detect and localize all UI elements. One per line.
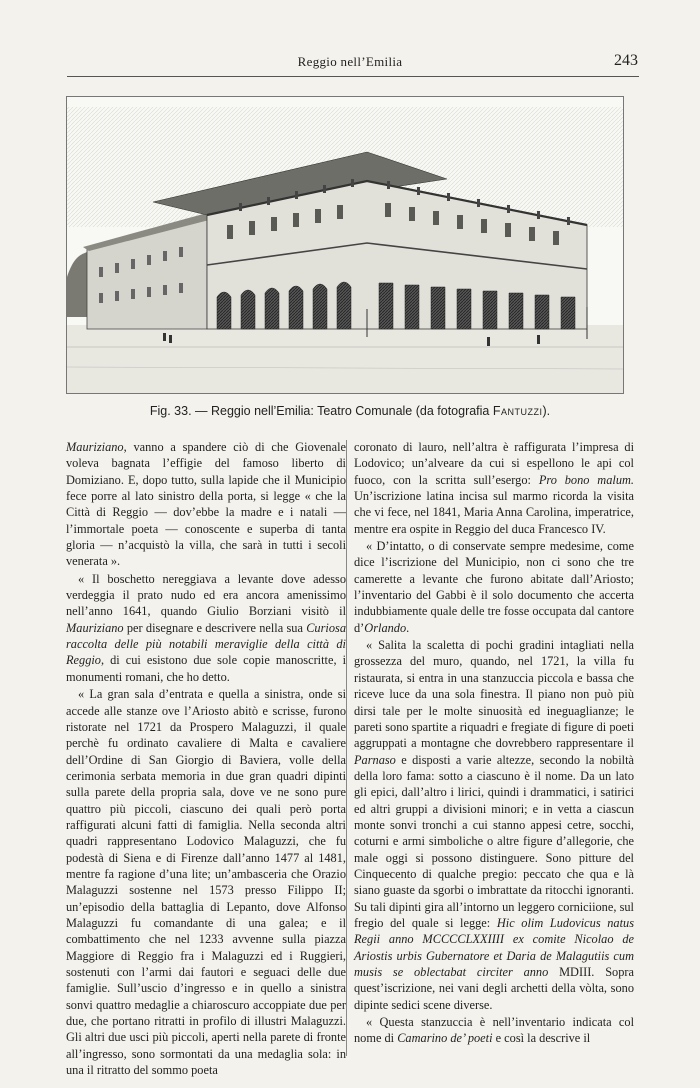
figure-caption [0, 404, 700, 418]
paragraph-text: coronato di lauro, nell’altra è raffigurata l’impresa di Lodovico; un’alveare da cui si espellono le api col fuoco, con la scritta sull’esergo: [354, 440, 634, 487]
caption-text: Fig. 33. — Reggio nell’Emilia: Teatro Comunale (da fotografia [149, 404, 493, 418]
paragraph-text: « D’intatto, o di conservate sempre medesime, come dice l’iscrizione del Municipio, non ci sono che tre camerette a levante che furono abitate dall’Ariosto; l’inventario del Gabbi è il solo documento che accerta indubbiamente quale delle tre fosse occupata dal cantore d’ [354, 539, 634, 635]
paragraph-text: , di cui esistono due sole copie manoscritte, i monumenti romani, che ho detto. [66, 653, 346, 684]
caption-tail: ). [542, 404, 551, 418]
text-column-left [66, 439, 346, 1078]
figure-illustration [66, 96, 624, 394]
running-header-title: Reggio nell’Emilia [297, 54, 403, 69]
header-rule [67, 76, 639, 77]
paragraph-text: « Il boschetto nereggiava a levante dove adesso verdeggia il prato nudo ed era ancora amenissimo nell’anno 1641, quando Giulio Borziani visitò il [66, 571, 346, 619]
paragraph-text: « Salita la scaletta di pochi gradini intagliati nella grossezza del muro, quando, nel 1721, la villa fu ristaurata, si entra in una stanzuccia piccola e bassa che riceve luce da una sola finestra. Il piano non può più dirsi tale per le molte sinuosità ed ineguaglianze; le pareti sono spartite a riquadri e fregiate di figure di poeti aggruppati a montagne che dovrebbero rappresentare il [354, 638, 634, 751]
italic-title: Curiosa raccolta delle più notabili meraviglie della città di Reggio [66, 620, 346, 668]
text-column-right [354, 439, 634, 1047]
paragraph-text: per disegnare e descrivere nella sua [123, 620, 307, 635]
paragraph-text: e così la descrive il [492, 1031, 591, 1046]
italic-motto: Pro bono malum. [538, 472, 634, 487]
paragraph [354, 439, 634, 537]
paragraph-text: « Questa stanzuccia è nell’inventario indicata col nome di [354, 1015, 634, 1046]
column-divider [346, 440, 347, 1056]
paragraph [66, 571, 346, 685]
italic-term: Camarino de’ poeti [397, 1031, 493, 1046]
paragraph-text: MDIII. Sopra quest’iscrizione, nei vani degli archetti della vòlta, sono dipinte sedici scene diverse. [354, 965, 634, 1012]
caption-credit: Fantuzzi [492, 404, 543, 418]
italic-term: Mauriziano [66, 440, 124, 454]
paragraph-text: . [406, 620, 410, 635]
paragraph [354, 538, 634, 636]
italic-term: Mauriziano [66, 620, 124, 635]
paragraph-text: e disposti a varie altezze, secondo la nobiltà della loro fama: sotto a ciascuno è il nome. Da un lato gli epici, dall’altro i lirici, quindi i drammatici, i satirici ed altri gruppi a divisioni minori; e in vetta a ciascun monte sonvi tronchi a cui stanno appesi cetre, socchi, coturni e armi simboliche o altre figure d’allegorie, che male oggi si possono distinguere. Sono pitture del Cinquecento di qualche pregio: peccato che qua e là siano guaste da sgorbi o imbrattate da ritocchi ignoranti. Su tali dipinti gira all’intorno un leggero corniciione, sul fregio del quale si legge: [354, 752, 634, 930]
paragraph: « La gran sala d’entrata e quella a sinistra, onde si accede alle stanze ove l’Ariosto abitò e scrisse, furono ristorate nel 1721 da Prospero Malaguzzi, il quale perchè fu ordinato cavaliere di Malta e cavaliere dell’Ordine di San Giorgio di Baviera, volle della cerimonia serbata memoria in due gran quadri dipinti sulla parete della propria sala, dove ve ne sono pure quattro più piccoli, ciascuno dei quali però porta raffigurati alcuni fatti di famiglia. Nella seconda altri quadri rappresentano Lodovico Malaguzzi, che fu podestà di Siena e di Firenze dall’anno 1477 al 1481, mentre fa ragione d’una lite; un’ambasceria che Orazio Malaguzzi sostenne nel 1573 presso Filippo II; un’episodio della battaglia di Lepanto, dove Alfonso Malaguzzi fu comandante di una galea; e il combattimento che nel 1233 avvenne sulla piazza Maggiore di Reggio fra i Malaguzzi ed i Ruggieri, sostenuti con l’armi dai fautori e seguaci delle due famiglie. Sull’uscio d’ingresso e in quello a sinistra sonvi quattro medaglie a chiaroscuro accoppiate due per due, che portano ritratti in profilo di illustri Malaguzzi. Gli altri due usci più piccoli, aperti nella parete di fronte all’ingresso, sono sormontati da una medaglia sola: in una il ritratto del sommo poeta [66, 687, 346, 1078]
italic-inscription: Hic olim Ludovicus natus Regii anno MCCCCLXXIIII ex comite Nicolao de Ariostis urbis Gubernatore et Daria de Malagutiis cum musis se oblectabat circiter anno [354, 915, 634, 979]
paragraph-text: , vanno a spandere ciò di che Giovenale voleva bagnata l’effigie del famoso liberto di Domiziano. E, dopo tutto, sulla lapide che il Municipio fece porre al lato sinistro della porta, si legge « che la Città di Reggio — dov’ebbe la madre e i natali — l’immortale poeta — conoscente e superba di tanta gloria — n’acquistò la villa, che sarà in tutti i secoli venerata ». [66, 440, 346, 569]
paragraph [354, 1014, 634, 1047]
paragraph-text: Un’iscrizione latina incisa sul marmo ricorda la visita che vi fece, nel 1841, Maria Anna Carolina, imperatrice, mentre era ospite in Reggio del duca Francesco IV. [354, 489, 634, 536]
italic-term: Orlando [364, 620, 407, 635]
page-number: 243 [614, 52, 638, 69]
italic-term: Parnaso [354, 752, 396, 767]
teatro-comunale-engraving [67, 97, 623, 393]
paragraph [66, 439, 346, 570]
paragraph [354, 637, 634, 1013]
